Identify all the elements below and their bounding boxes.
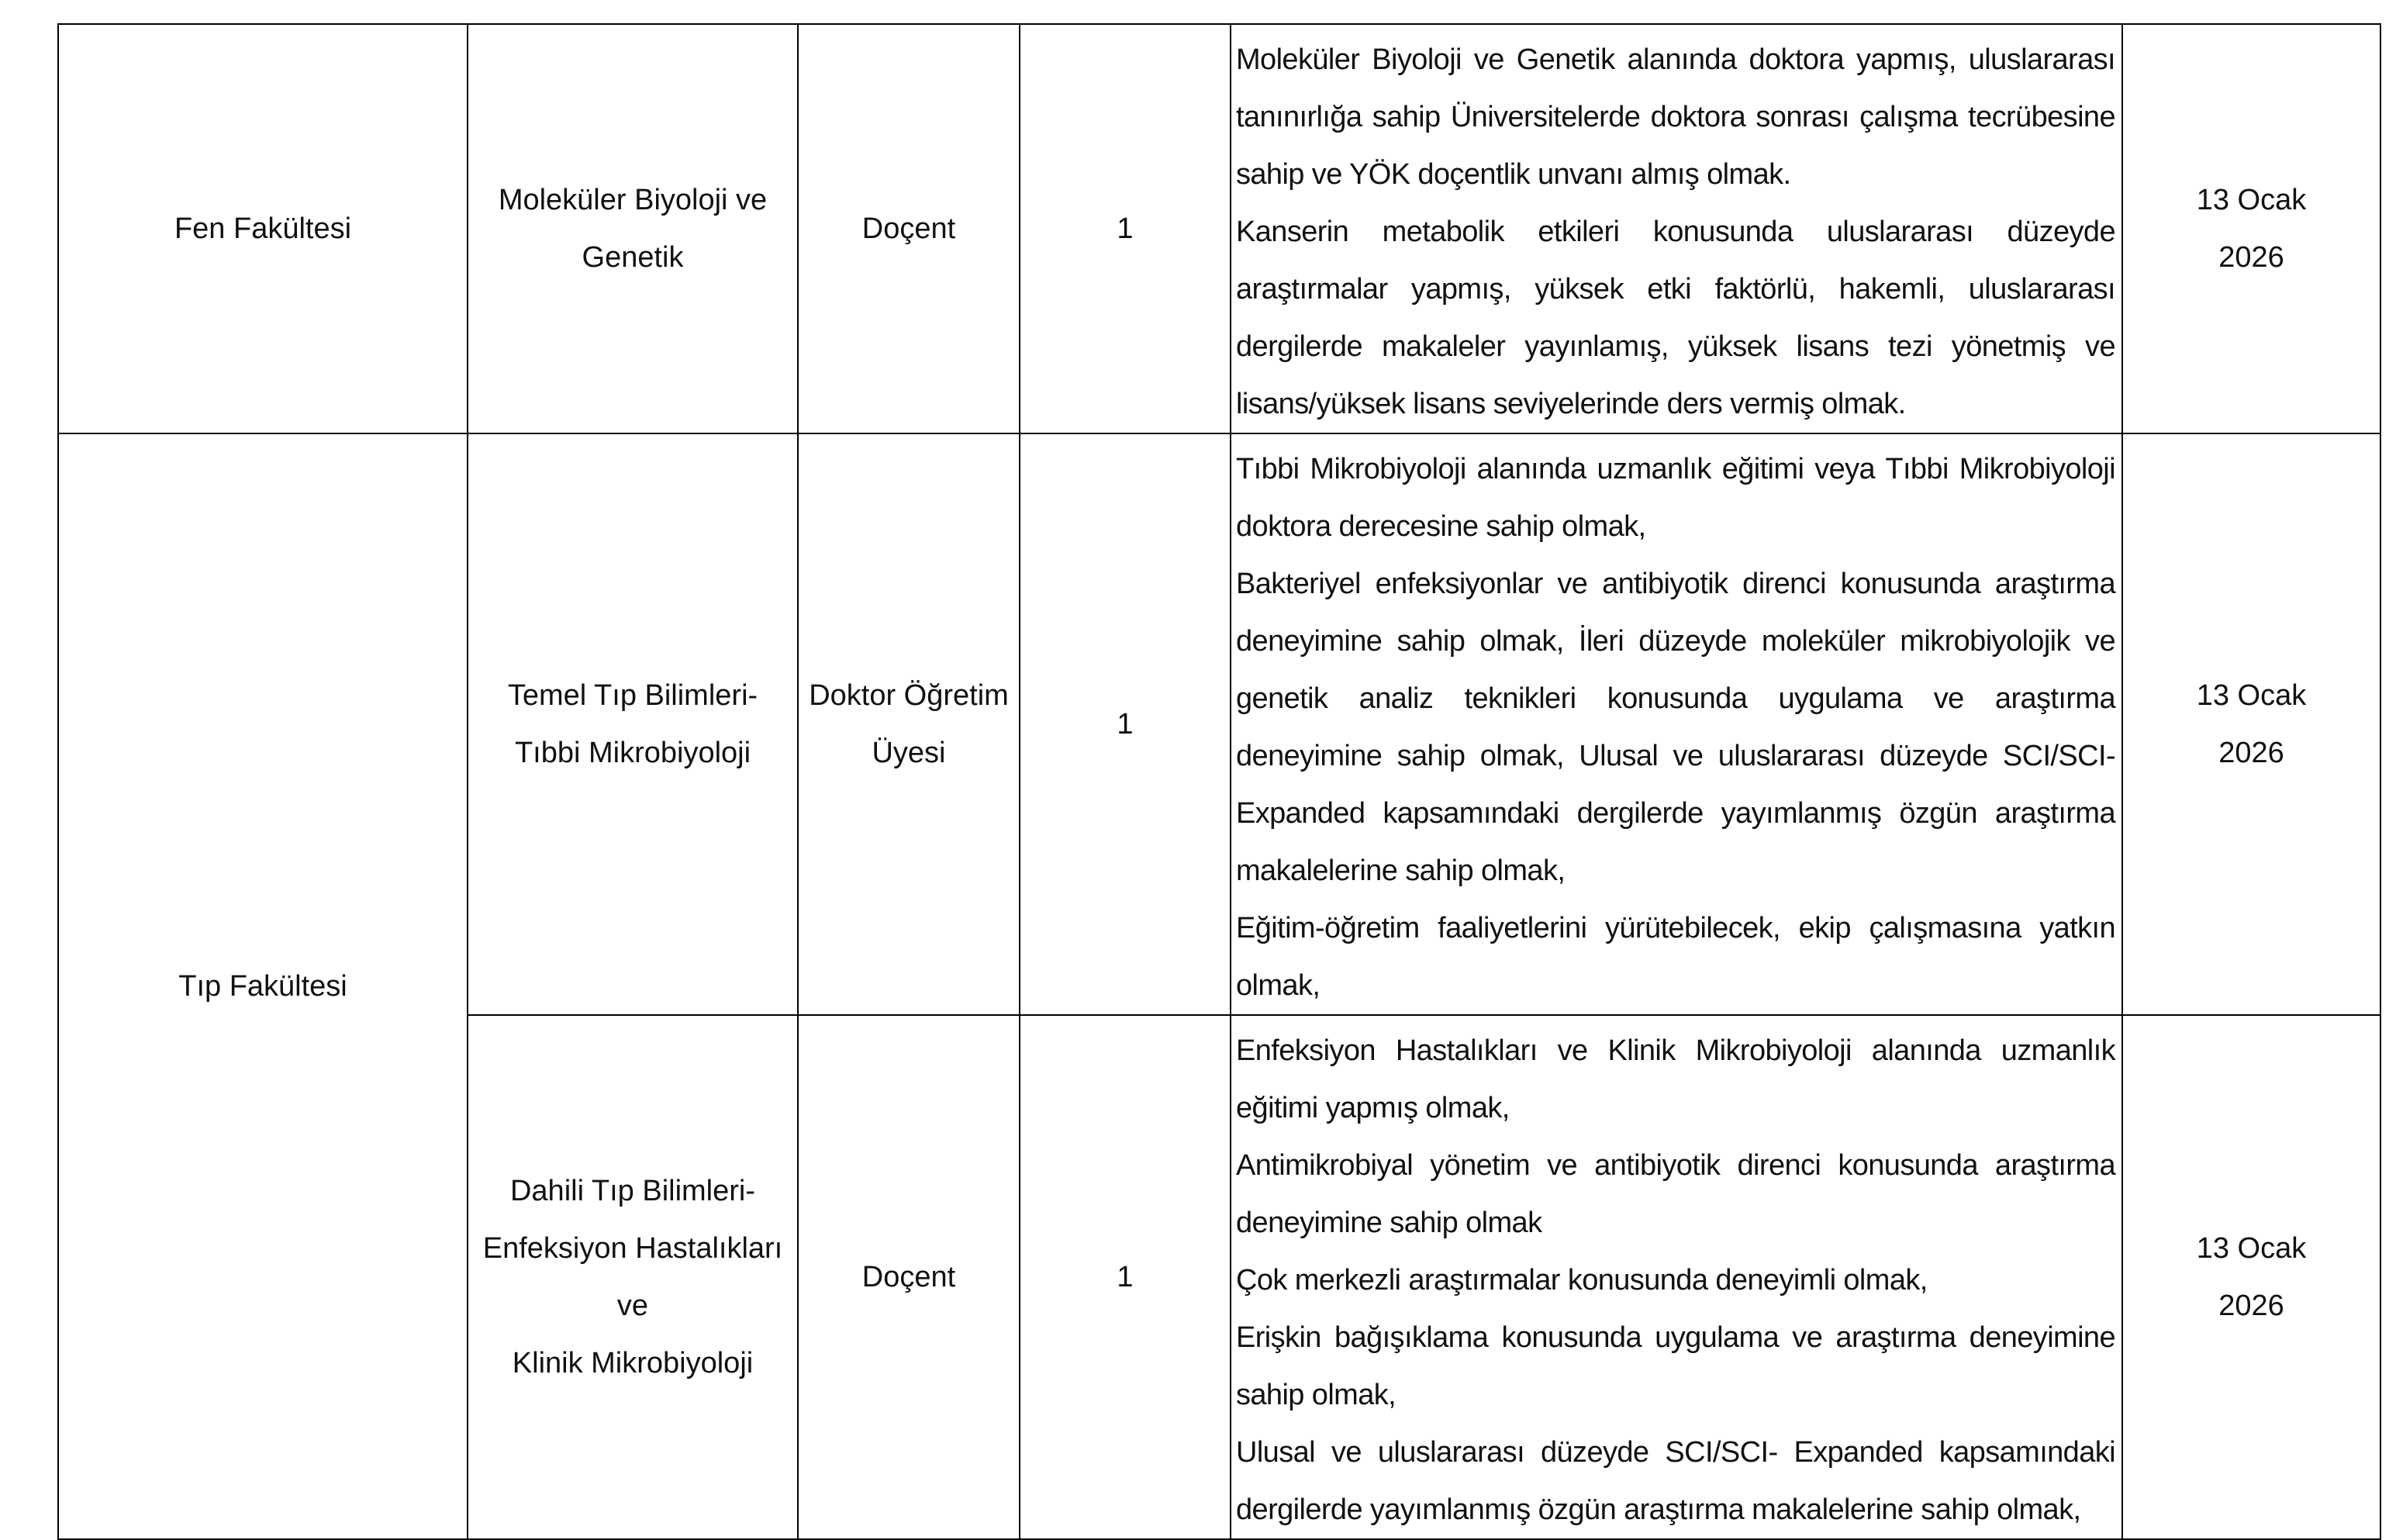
department-cell [468,24,798,433]
requirements-cell [1231,1015,2122,1539]
faculty-name: Fen Fakültesi [174,212,352,245]
academic-title: Doçent [861,212,956,245]
requirements-cell [1231,433,2122,1015]
department-cell [468,433,798,1015]
department-cell [468,1015,798,1539]
title-cell [798,24,1020,433]
requirement-text: Ulusal ve uluslararası düzeyde SCI/SCI- Expanded kapsamındaki dergilerde yayımlanmış özgün araştırma makalelerine sahip olmak, [1236,1436,2115,1526]
requirement-text: Çok merkezli araştırmalar konusunda deneyimli olmak, [1236,1264,1928,1297]
position-count: 1 [1117,1261,1134,1293]
title-cell [798,1015,1020,1539]
faculty-cell [58,433,468,1539]
requirement-text: Moleküler Biyoloji ve Genetik alanında doktora yapmış, uluslararası tanınırlığa sahip Üniversitelerde doktora sonrası çalışma tecrübesine sahip ve YÖK doçentlik unvanı almış olmak. [1236,43,2115,191]
position-count: 1 [1117,708,1134,741]
count-cell [1020,433,1231,1015]
requirements-cell [1231,24,2122,433]
count-cell [1020,1015,1231,1539]
department-line: Genetik [582,241,684,274]
academic-title: Doktor Öğretim [809,679,1009,712]
date-line: 2026 [2218,737,2284,769]
table-row [58,433,2380,1015]
department-line: Temel Tıp Bilimleri- [507,679,758,712]
table-row [58,24,2380,433]
date-line: 2026 [2218,241,2284,274]
department-line: Moleküler Biyoloji ve [498,184,768,216]
date-cell [2122,24,2380,433]
department-line: Klinik Mikrobiyoloji [512,1347,754,1379]
count-cell [1020,24,1231,433]
academic-title: Üyesi [872,737,946,769]
department-line: Enfeksiyon Hastalıkları ve [482,1232,783,1322]
position-count: 1 [1117,212,1134,245]
date-cell [2122,1015,2380,1539]
requirement-text: Kanserin metabolik etkileri konusunda uluslararası düzeyde araştırmalar yapmış, yüksek etki faktörlü, hakemli, uluslararası dergilerde makaleler yayınlamış, yüksek lisans tezi yönetmiş ve lisans/yüksek lisans seviyelerinde ders vermiş olmak. [1236,216,2115,420]
date-line: 13 Ocak [2196,184,2307,216]
date-line: 13 Ocak [2196,679,2307,712]
date-cell [2122,433,2380,1015]
academic-title: Doçent [861,1261,956,1293]
requirement-text: Tıbbi Mikrobiyoloji alanında uzmanlık eğitimi veya Tıbbi Mikrobiyoloji doktora derecesine sahip olmak, [1236,453,2115,543]
requirement-text: Eğitim-öğretim faaliyetlerini yürütebilecek, ekip çalışmasına yatkın olmak, [1236,912,2115,1002]
faculty-cell [58,24,468,433]
faculty-name: Tıp Fakültesi [178,970,347,1003]
title-cell [798,433,1020,1015]
positions-table [57,23,2381,1540]
department-line: Dahili Tıp Bilimleri- [509,1175,756,1207]
department-line: Tıbbi Mikrobiyoloji [514,737,751,769]
requirement-text: Antimikrobiyal yönetim ve antibiyotik direnci konusunda araştırma deneyimine sahip olmak [1236,1149,2115,1239]
requirement-text: Enfeksiyon Hastalıkları ve Klinik Mikrobiyoloji alanında uzmanlık eğitimi yapmış olmak, [1236,1034,2115,1124]
date-line: 13 Ocak [2196,1232,2307,1265]
requirement-text: Bakteriyel enfeksiyonlar ve antibiyotik direnci konusunda araştırma deneyimine sahip olmak, İleri düzeyde moleküler mikrobiyolojik ve genetik analiz teknikleri konusunda uygulama ve araştırma deneyimine sahip olmak, Ulusal ve uluslararası düzeyde SCI/SCI- Expanded kapsamındaki dergilerde yayımlanmış özgün araştırma makalelerine sahip olmak, [1236,568,2115,887]
date-line: 2026 [2218,1290,2284,1322]
requirement-text: Erişkin bağışıklama konusunda uygulama ve araştırma deneyimine sahip olmak, [1236,1321,2115,1411]
